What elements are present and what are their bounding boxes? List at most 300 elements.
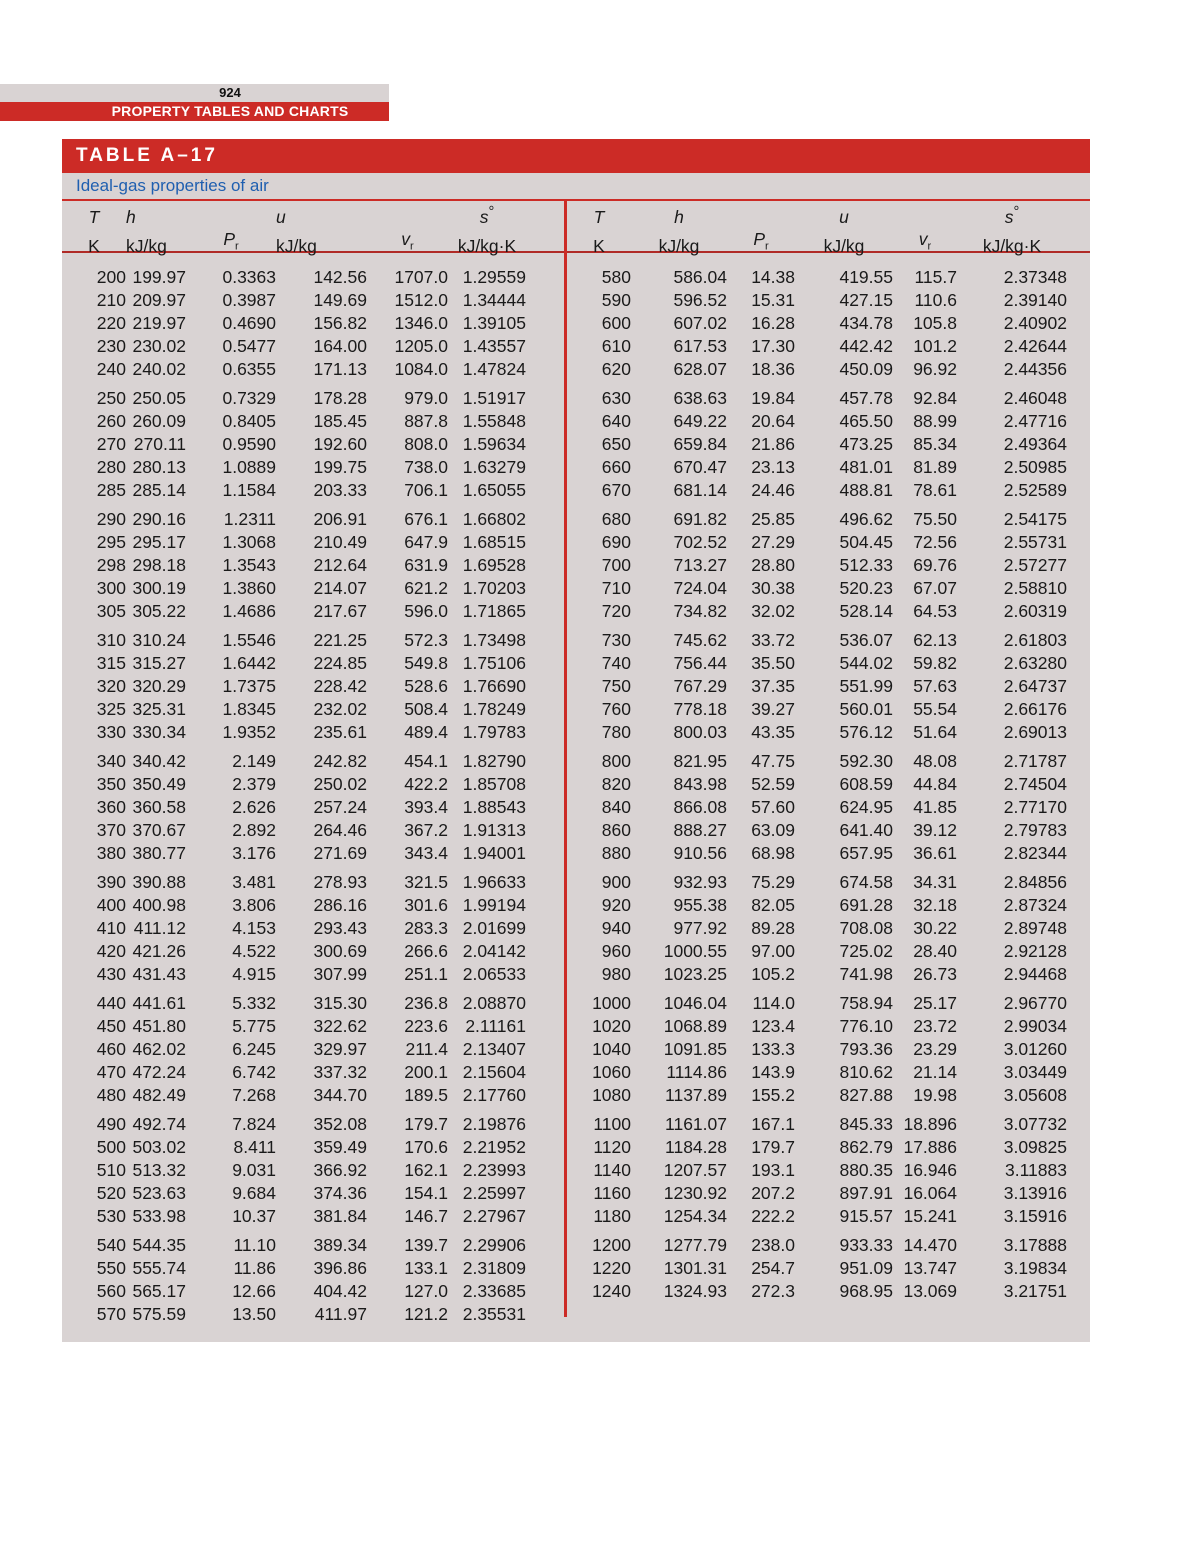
T-cell: 570 — [96, 1304, 126, 1325]
vr-cell: 162.1 — [404, 1160, 448, 1181]
s-cell: 2.92128 — [1003, 941, 1067, 962]
vr-cell: 170.6 — [404, 1137, 448, 1158]
table-row — [567, 456, 1067, 479]
table-row — [567, 1061, 1067, 1084]
table-label: TABLE A–17 — [76, 145, 218, 166]
T-cell: 800 — [601, 751, 631, 772]
vr-cell: 96.92 — [913, 359, 957, 380]
h-cell: 681.14 — [673, 480, 727, 501]
Pr-cell: 1.8345 — [222, 699, 276, 720]
u-cell: 434.78 — [839, 313, 893, 334]
vr-cell: 706.1 — [404, 480, 448, 501]
table-row — [62, 502, 526, 531]
u-cell: 192.60 — [313, 434, 367, 455]
h-cell: 295.17 — [132, 532, 186, 553]
h-cell: 270.11 — [133, 434, 186, 455]
s-cell: 2.37348 — [1003, 267, 1067, 288]
s-cell: 2.64737 — [1003, 676, 1067, 697]
vr-cell: 59.82 — [913, 653, 957, 674]
Pr-cell: 9.031 — [232, 1160, 276, 1181]
h-cell: 866.08 — [673, 797, 727, 818]
u-cell: 551.99 — [839, 676, 893, 697]
table-row — [567, 1228, 1067, 1257]
table-row — [567, 600, 1067, 623]
vr-cell: 81.89 — [913, 457, 957, 478]
s-cell: 1.79783 — [462, 722, 526, 743]
h-cell: 649.22 — [673, 411, 727, 432]
table-row — [62, 1205, 526, 1228]
h-cell: 596.52 — [673, 290, 727, 311]
u-cell: 488.81 — [839, 480, 893, 501]
Pr-cell: 2.626 — [232, 797, 276, 818]
h-cell: 565.17 — [132, 1281, 186, 1302]
col-unit-T: K — [593, 236, 605, 257]
Pr-cell: 68.98 — [751, 843, 795, 864]
col-symbol-u: u — [839, 206, 849, 227]
Pr-cell: 1.3068 — [222, 532, 276, 553]
T-cell: 440 — [96, 993, 126, 1014]
table-row — [62, 963, 526, 986]
table-row — [62, 358, 526, 381]
Pr-cell: 10.37 — [232, 1206, 276, 1227]
u-cell: 592.30 — [839, 751, 893, 772]
s-cell: 2.87324 — [1003, 895, 1067, 916]
u-cell: 419.55 — [839, 267, 893, 288]
u-cell: 845.33 — [839, 1114, 893, 1135]
vr-cell: 236.8 — [404, 993, 448, 1014]
h-cell: 285.14 — [132, 480, 186, 501]
running-head: PROPERTY TABLES AND CHARTS — [111, 103, 349, 119]
u-cell: 427.15 — [839, 290, 893, 311]
table-row — [62, 1107, 526, 1136]
table-row — [567, 1136, 1067, 1159]
Pr-cell: 52.59 — [751, 774, 795, 795]
h-cell: 1184.28 — [665, 1137, 727, 1158]
s-cell: 2.25997 — [462, 1183, 526, 1204]
vr-cell: 110.6 — [914, 290, 957, 311]
s-cell: 2.57277 — [1003, 555, 1067, 576]
col-symbol-s: s° — [1004, 204, 1020, 227]
u-cell: 520.23 — [839, 578, 893, 599]
vr-cell: 189.5 — [404, 1085, 448, 1106]
vr-cell: 283.3 — [404, 918, 448, 939]
vr-cell: 121.2 — [404, 1304, 448, 1325]
u-cell: 810.62 — [839, 1062, 893, 1083]
Pr-cell: 0.4690 — [222, 313, 276, 334]
h-cell: 1207.57 — [663, 1160, 727, 1181]
s-cell: 2.66176 — [1003, 699, 1067, 720]
T-cell: 650 — [601, 434, 631, 455]
Pr-cell: 11.10 — [233, 1235, 276, 1256]
h-cell: 462.02 — [132, 1039, 186, 1060]
Pr-cell: 1.7375 — [222, 676, 276, 697]
T-cell: 880 — [601, 843, 631, 864]
s-cell: 2.63280 — [1003, 653, 1067, 674]
u-cell: 278.93 — [313, 872, 367, 893]
vr-cell: 13.747 — [903, 1258, 957, 1279]
col-symbol-Pr: $P_r$ — [223, 228, 239, 253]
s-cell: 1.73498 — [462, 630, 526, 651]
s-cell: 2.99034 — [1003, 1016, 1067, 1037]
Pr-cell: 19.84 — [751, 388, 795, 409]
vr-cell: 223.6 — [404, 1016, 448, 1037]
Pr-cell: 1.5546 — [222, 630, 276, 651]
T-cell: 390 — [96, 872, 126, 893]
u-cell: 300.69 — [313, 941, 367, 962]
vr-cell: 88.99 — [913, 411, 957, 432]
T-cell: 1160 — [593, 1183, 631, 1204]
vr-cell: 101.2 — [913, 336, 957, 357]
s-cell: 2.61803 — [1003, 630, 1067, 651]
table-row — [567, 940, 1067, 963]
u-cell: 915.57 — [839, 1206, 893, 1227]
s-cell: 2.60319 — [1003, 601, 1067, 622]
table-row — [62, 577, 526, 600]
u-cell: 758.94 — [839, 993, 893, 1014]
u-cell: 793.36 — [839, 1039, 893, 1060]
Pr-cell: 47.75 — [751, 751, 795, 772]
T-cell: 450 — [96, 1016, 126, 1037]
Pr-cell: 4.522 — [232, 941, 276, 962]
Pr-cell: 7.824 — [232, 1114, 276, 1135]
u-cell: 210.49 — [313, 532, 367, 553]
table-row — [62, 531, 526, 554]
vr-cell: 489.4 — [404, 722, 448, 743]
s-cell: 1.47824 — [462, 359, 526, 380]
s-cell: 3.11883 — [1005, 1160, 1067, 1181]
h-cell: 209.97 — [132, 290, 186, 311]
h-cell: 305.22 — [132, 601, 186, 622]
h-cell: 745.62 — [673, 630, 727, 651]
vr-cell: 133.1 — [404, 1258, 448, 1279]
table-row — [567, 479, 1067, 502]
Pr-cell: 143.9 — [751, 1062, 795, 1083]
T-cell: 1100 — [593, 1114, 631, 1135]
left-table — [62, 201, 526, 1326]
Pr-cell: 2.149 — [232, 751, 276, 772]
table-row — [567, 531, 1067, 554]
col-symbol-s: s° — [479, 204, 495, 227]
T-cell: 350 — [96, 774, 126, 795]
s-cell: 2.31809 — [462, 1258, 526, 1279]
h-cell: 325.31 — [132, 699, 186, 720]
T-cell: 285 — [96, 480, 126, 501]
Pr-cell: 8.411 — [233, 1137, 276, 1158]
vr-cell: 69.76 — [913, 555, 957, 576]
vr-cell: 393.4 — [404, 797, 448, 818]
Pr-cell: 89.28 — [751, 918, 795, 939]
Pr-cell: 13.50 — [232, 1304, 276, 1325]
Pr-cell: 30.38 — [751, 578, 795, 599]
table-row — [567, 1107, 1067, 1136]
h-cell: 330.34 — [132, 722, 186, 743]
page-number: 924 — [219, 85, 241, 100]
s-cell: 2.54175 — [1003, 509, 1067, 530]
T-cell: 320 — [96, 676, 126, 697]
T-cell: 420 — [96, 941, 126, 962]
vr-cell: 14.470 — [903, 1235, 957, 1256]
u-cell: 264.46 — [313, 820, 367, 841]
col-unit-s: kJ/kg·K — [457, 236, 517, 257]
table-row — [62, 1257, 526, 1280]
s-cell: 1.66802 — [462, 509, 526, 530]
u-cell: 862.79 — [839, 1137, 893, 1158]
vr-cell: 139.7 — [404, 1235, 448, 1256]
T-cell: 960 — [601, 941, 631, 962]
T-cell: 680 — [601, 509, 631, 530]
table-row — [567, 381, 1067, 410]
Pr-cell: 0.7329 — [222, 388, 276, 409]
u-cell: 221.25 — [313, 630, 367, 651]
h-cell: 955.38 — [673, 895, 727, 916]
h-cell: 575.59 — [132, 1304, 186, 1325]
u-cell: 149.69 — [313, 290, 367, 311]
h-cell: 932.93 — [673, 872, 727, 893]
col-symbol-T: T — [88, 206, 100, 227]
Pr-cell: 6.742 — [232, 1062, 276, 1083]
h-cell: 400.98 — [132, 895, 186, 916]
T-cell: 240 — [96, 359, 126, 380]
table-row — [567, 894, 1067, 917]
table-row — [62, 865, 526, 894]
col-symbol-h: h — [674, 206, 684, 227]
table-row — [567, 257, 1067, 289]
h-cell: 360.58 — [132, 797, 186, 818]
h-cell: 628.07 — [673, 359, 727, 380]
h-cell: 219.97 — [132, 313, 186, 334]
u-cell: 329.97 — [313, 1039, 367, 1060]
T-cell: 710 — [601, 578, 631, 599]
u-cell: 366.92 — [313, 1160, 367, 1181]
s-cell: 1.39105 — [462, 313, 526, 334]
vr-cell: 16.064 — [903, 1183, 957, 1204]
h-cell: 482.49 — [132, 1085, 186, 1106]
u-cell: 496.62 — [839, 509, 893, 530]
vr-cell: 67.07 — [913, 578, 957, 599]
u-cell: 206.91 — [313, 509, 367, 530]
table-row — [62, 1061, 526, 1084]
h-cell: 1091.85 — [663, 1039, 727, 1060]
h-cell: 290.16 — [132, 509, 186, 530]
unit-header-row — [62, 228, 526, 258]
u-cell: 322.62 — [313, 1016, 367, 1037]
h-cell: 734.82 — [673, 601, 727, 622]
s-cell: 3.01260 — [1003, 1039, 1067, 1060]
s-cell: 1.78249 — [462, 699, 526, 720]
T-cell: 1040 — [592, 1039, 631, 1060]
u-cell: 576.12 — [839, 722, 893, 743]
u-cell: 674.58 — [839, 872, 893, 893]
s-cell: 1.71865 — [462, 601, 526, 622]
h-cell: 1277.79 — [663, 1235, 727, 1256]
vr-cell: 676.1 — [404, 509, 448, 530]
T-cell: 295 — [96, 532, 126, 553]
Pr-cell: 11.86 — [233, 1258, 276, 1279]
T-cell: 900 — [601, 872, 631, 893]
s-cell: 1.65055 — [462, 480, 526, 501]
Pr-cell: 20.64 — [751, 411, 795, 432]
vr-cell: 39.12 — [913, 820, 957, 841]
h-cell: 977.92 — [673, 918, 727, 939]
s-cell: 2.19876 — [462, 1114, 526, 1135]
T-cell: 690 — [601, 532, 631, 553]
s-cell: 2.50985 — [1003, 457, 1067, 478]
u-cell: 337.32 — [313, 1062, 367, 1083]
h-cell: 1324.93 — [663, 1281, 727, 1302]
s-cell: 3.15916 — [1003, 1206, 1067, 1227]
s-cell: 2.39140 — [1003, 290, 1067, 311]
h-cell: 533.98 — [132, 1206, 186, 1227]
s-cell: 2.89748 — [1003, 918, 1067, 939]
T-cell: 640 — [601, 411, 631, 432]
h-cell: 778.18 — [673, 699, 727, 720]
table-row — [567, 773, 1067, 796]
vr-cell: 808.0 — [404, 434, 448, 455]
table-row — [62, 744, 526, 773]
T-cell: 380 — [96, 843, 126, 864]
vr-cell: 301.6 — [404, 895, 448, 916]
col-unit-h: kJ/kg — [126, 236, 167, 257]
s-cell: 1.75106 — [462, 653, 526, 674]
Pr-cell: 1.4686 — [222, 601, 276, 622]
s-cell: 1.94001 — [462, 843, 526, 864]
T-cell: 280 — [96, 457, 126, 478]
table-row — [567, 865, 1067, 894]
col-unit-T: K — [88, 236, 100, 257]
T-cell: 400 — [96, 895, 126, 916]
unit-header-row — [567, 228, 1067, 258]
vr-cell: 211.4 — [405, 1039, 448, 1060]
s-cell: 2.77170 — [1003, 797, 1067, 818]
Pr-cell: 3.806 — [232, 895, 276, 916]
vr-cell: 78.61 — [913, 480, 957, 501]
T-cell: 820 — [601, 774, 631, 795]
T-cell: 340 — [96, 751, 126, 772]
h-cell: 411.12 — [133, 918, 186, 939]
T-cell: 620 — [601, 359, 631, 380]
Pr-cell: 82.05 — [751, 895, 795, 916]
s-cell: 3.21751 — [1003, 1281, 1067, 1302]
T-cell: 730 — [601, 630, 631, 651]
vr-cell: 23.72 — [913, 1016, 957, 1037]
u-cell: 142.56 — [313, 267, 367, 288]
h-cell: 1230.92 — [663, 1183, 727, 1204]
T-cell: 1060 — [592, 1062, 631, 1083]
u-cell: 411.97 — [314, 1304, 367, 1325]
table-row — [567, 289, 1067, 312]
s-cell: 2.40902 — [1003, 313, 1067, 334]
h-cell: 1254.34 — [663, 1206, 727, 1227]
Pr-cell: 7.268 — [232, 1085, 276, 1106]
h-cell: 691.82 — [673, 509, 727, 530]
u-cell: 968.95 — [839, 1281, 893, 1302]
col-symbol-Pr: $P_r$ — [753, 228, 769, 253]
Pr-cell: 75.29 — [751, 872, 795, 893]
table-row — [62, 986, 526, 1015]
T-cell: 300 — [96, 578, 126, 599]
T-cell: 1120 — [593, 1137, 631, 1158]
s-cell: 2.49364 — [1003, 434, 1067, 455]
vr-cell: 85.34 — [913, 434, 957, 455]
h-cell: 431.43 — [132, 964, 186, 985]
T-cell: 298 — [96, 555, 126, 576]
table-row — [62, 1182, 526, 1205]
T-cell: 480 — [96, 1085, 126, 1106]
s-cell: 1.59634 — [462, 434, 526, 455]
vr-cell: 62.13 — [913, 630, 957, 651]
Pr-cell: 15.31 — [751, 290, 795, 311]
table-row — [567, 410, 1067, 433]
vr-cell: 18.896 — [903, 1114, 957, 1135]
Pr-cell: 14.38 — [751, 267, 795, 288]
table-row — [567, 796, 1067, 819]
vr-cell: 979.0 — [404, 388, 448, 409]
vr-cell: 48.08 — [913, 751, 957, 772]
T-cell: 1080 — [592, 1085, 631, 1106]
T-cell: 230 — [96, 336, 126, 357]
s-cell: 2.08870 — [462, 993, 526, 1014]
u-cell: 504.45 — [839, 532, 893, 553]
Pr-cell: 0.3363 — [222, 267, 276, 288]
col-unit-h: kJ/kg — [658, 236, 700, 257]
vr-cell: 105.8 — [913, 313, 957, 334]
T-cell: 1140 — [593, 1160, 631, 1181]
table-row — [62, 819, 526, 842]
h-cell: 315.27 — [132, 653, 186, 674]
table-row — [62, 312, 526, 335]
s-cell: 1.29559 — [462, 267, 526, 288]
u-cell: 242.82 — [313, 751, 367, 772]
table-row — [62, 1084, 526, 1107]
u-cell: 217.67 — [313, 601, 367, 622]
T-cell: 310 — [96, 630, 126, 651]
u-cell: 657.95 — [839, 843, 893, 864]
T-cell: 670 — [601, 480, 631, 501]
col-unit-s: kJ/kg·K — [982, 236, 1042, 257]
vr-cell: 26.73 — [913, 964, 957, 985]
table-row — [567, 623, 1067, 652]
vr-cell: 64.53 — [913, 601, 957, 622]
u-cell: 512.33 — [839, 555, 893, 576]
T-cell: 860 — [601, 820, 631, 841]
Pr-cell: 123.4 — [751, 1016, 795, 1037]
u-cell: 286.16 — [313, 895, 367, 916]
s-cell: 2.58810 — [1003, 578, 1067, 599]
Pr-cell: 23.13 — [751, 457, 795, 478]
symbol-header-row — [62, 201, 526, 228]
T-cell: 980 — [601, 964, 631, 985]
col-symbol-vr: $v_r$ — [918, 228, 932, 253]
h-cell: 702.52 — [673, 532, 727, 553]
h-cell: 298.18 — [132, 555, 186, 576]
Pr-cell: 25.85 — [751, 509, 795, 530]
s-cell: 2.69013 — [1003, 722, 1067, 743]
table-row — [62, 456, 526, 479]
u-cell: 344.70 — [313, 1085, 367, 1106]
s-cell: 1.85708 — [462, 774, 526, 795]
s-cell: 3.17888 — [1003, 1235, 1067, 1256]
T-cell: 1220 — [592, 1258, 631, 1279]
vr-cell: 321.5 — [404, 872, 448, 893]
s-cell: 2.55731 — [1003, 532, 1067, 553]
Pr-cell: 97.00 — [751, 941, 795, 962]
u-cell: 374.36 — [313, 1183, 367, 1204]
s-cell: 2.94468 — [1003, 964, 1067, 985]
h-cell: 800.03 — [673, 722, 727, 743]
table-title-bar — [62, 139, 1090, 173]
Pr-cell: 167.1 — [751, 1114, 795, 1135]
Pr-cell: 238.0 — [751, 1235, 795, 1256]
